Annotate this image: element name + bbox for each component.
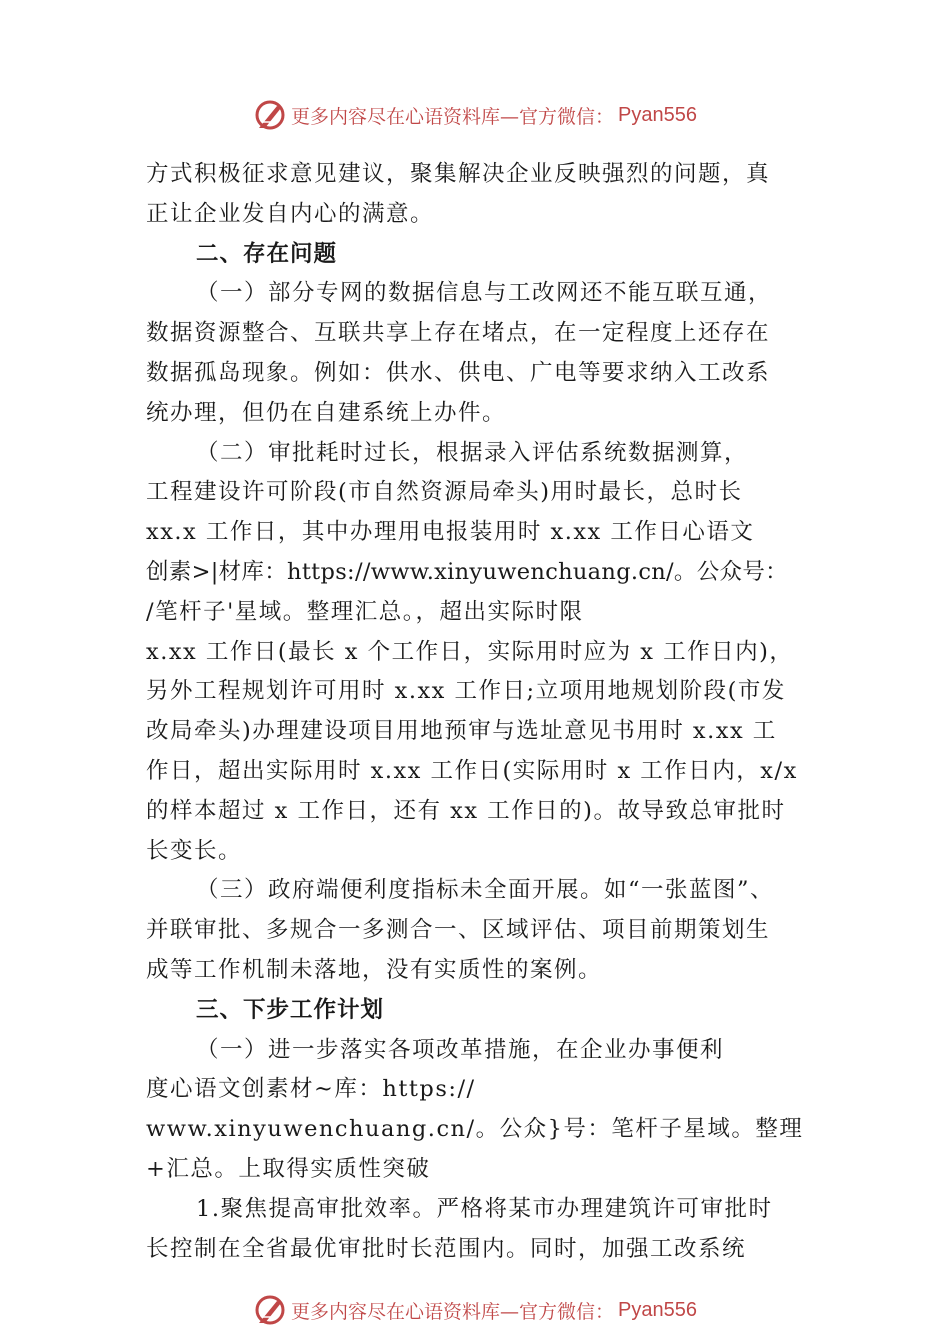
paragraph-line: 长变长。 bbox=[146, 837, 243, 864]
paragraph-line: 成等工作机制未落地，没有实质性的案例。 bbox=[146, 956, 603, 983]
document-body bbox=[146, 155, 826, 1269]
paragraph-line: 数据资源整合、互联共享上存在堵点，在一定程度上还存在 bbox=[146, 320, 771, 347]
paragraph-line: 长控制在全省最优审批时长范围内。同时，加强工改系统 bbox=[146, 1235, 747, 1262]
paragraph-line: 并联审批、多规合一多测合一、区域评估、项目前期策划生 bbox=[146, 917, 771, 944]
paragraph-line: （一）进一步落实各项改革措施，在企业办事便利 bbox=[196, 1036, 725, 1063]
paragraph-line: 统办理，但仍在自建系统上办件。 bbox=[146, 399, 507, 426]
paragraph-line: /笔杆子'星域。整理汇总。，超出实际时限 bbox=[146, 598, 584, 625]
paragraph-line: 另外工程规划许可用时 x.xx 工作日;立项用地规划阶段(市发 bbox=[146, 678, 786, 705]
paragraph-line: 改局牵头)办理建设项目用地预审与选址意见书用时 x.xx 工 bbox=[146, 718, 777, 745]
paragraph-line: xx.x 工作日，其中办理用电报装用时 x.xx 工作日心语文 bbox=[146, 519, 755, 546]
paragraph-line: 作日，超出实际用时 x.xx 工作日(实际用时 x 工作日内，x/x bbox=[146, 757, 798, 784]
paragraph-line: 的样本超过 x 工作日，还有 xx 工作日的)。故导致总审批时 bbox=[146, 797, 786, 824]
watermark-text: 更多内容尽在心语资料库—官方微信： bbox=[291, 1300, 615, 1323]
paragraph-line: （三）政府端便利度指标未全面开展。如“一张蓝图”、 bbox=[196, 877, 775, 904]
paragraph-line: 正让企业发自内心的满意。 bbox=[146, 200, 435, 227]
paragraph-line: （一）部分专网的数据信息与工改网还不能互联互通， bbox=[196, 280, 773, 307]
paragraph-line: 工程建设许可阶段(市自然资源局牵头)用时最长，总时长 bbox=[146, 479, 743, 506]
quill-logo-icon bbox=[253, 98, 287, 132]
paragraph-line: www.xinyuwenchuang.cn/。公众}号：笔杆子星域。整理 bbox=[146, 1116, 804, 1143]
paragraph-line: 度心语文创素材~库：https:// bbox=[146, 1076, 476, 1103]
paragraph-line: 数据孤岛现象。例如：供水、供电、广电等要求纳入工改系 bbox=[146, 359, 771, 386]
watermark-wechat-id: Pyan556 bbox=[618, 1298, 697, 1321]
section-heading: 二、存在问题 bbox=[196, 240, 338, 267]
header-watermark bbox=[0, 95, 950, 135]
paragraph-line: +汇总。上取得实质性突破 bbox=[146, 1155, 431, 1182]
footer-watermark bbox=[0, 1290, 950, 1330]
paragraph-line: 创素>|材库：https://www.xinyuwenchuang.cn/。公众号： bbox=[146, 558, 788, 585]
watermark-wechat-id: Pyan556 bbox=[618, 103, 697, 126]
quill-logo-icon bbox=[253, 1293, 287, 1327]
section-heading: 三、下步工作计划 bbox=[196, 996, 385, 1023]
paragraph-line: x.xx 工作日(最长 x 个工作日，实际用时应为 x 工作日内)， bbox=[146, 638, 794, 665]
watermark-text: 更多内容尽在心语资料库—官方微信： bbox=[291, 105, 615, 128]
paragraph-line: 1.聚焦提高审批效率。严格将某市办理建筑许可审批时 bbox=[196, 1195, 773, 1222]
paragraph-line: 方式积极征求意见建议，聚集解决企业反映强烈的问题，真 bbox=[146, 161, 771, 187]
paragraph-line: （二）审批耗时过长，根据录入评估系统数据测算， bbox=[196, 439, 749, 466]
